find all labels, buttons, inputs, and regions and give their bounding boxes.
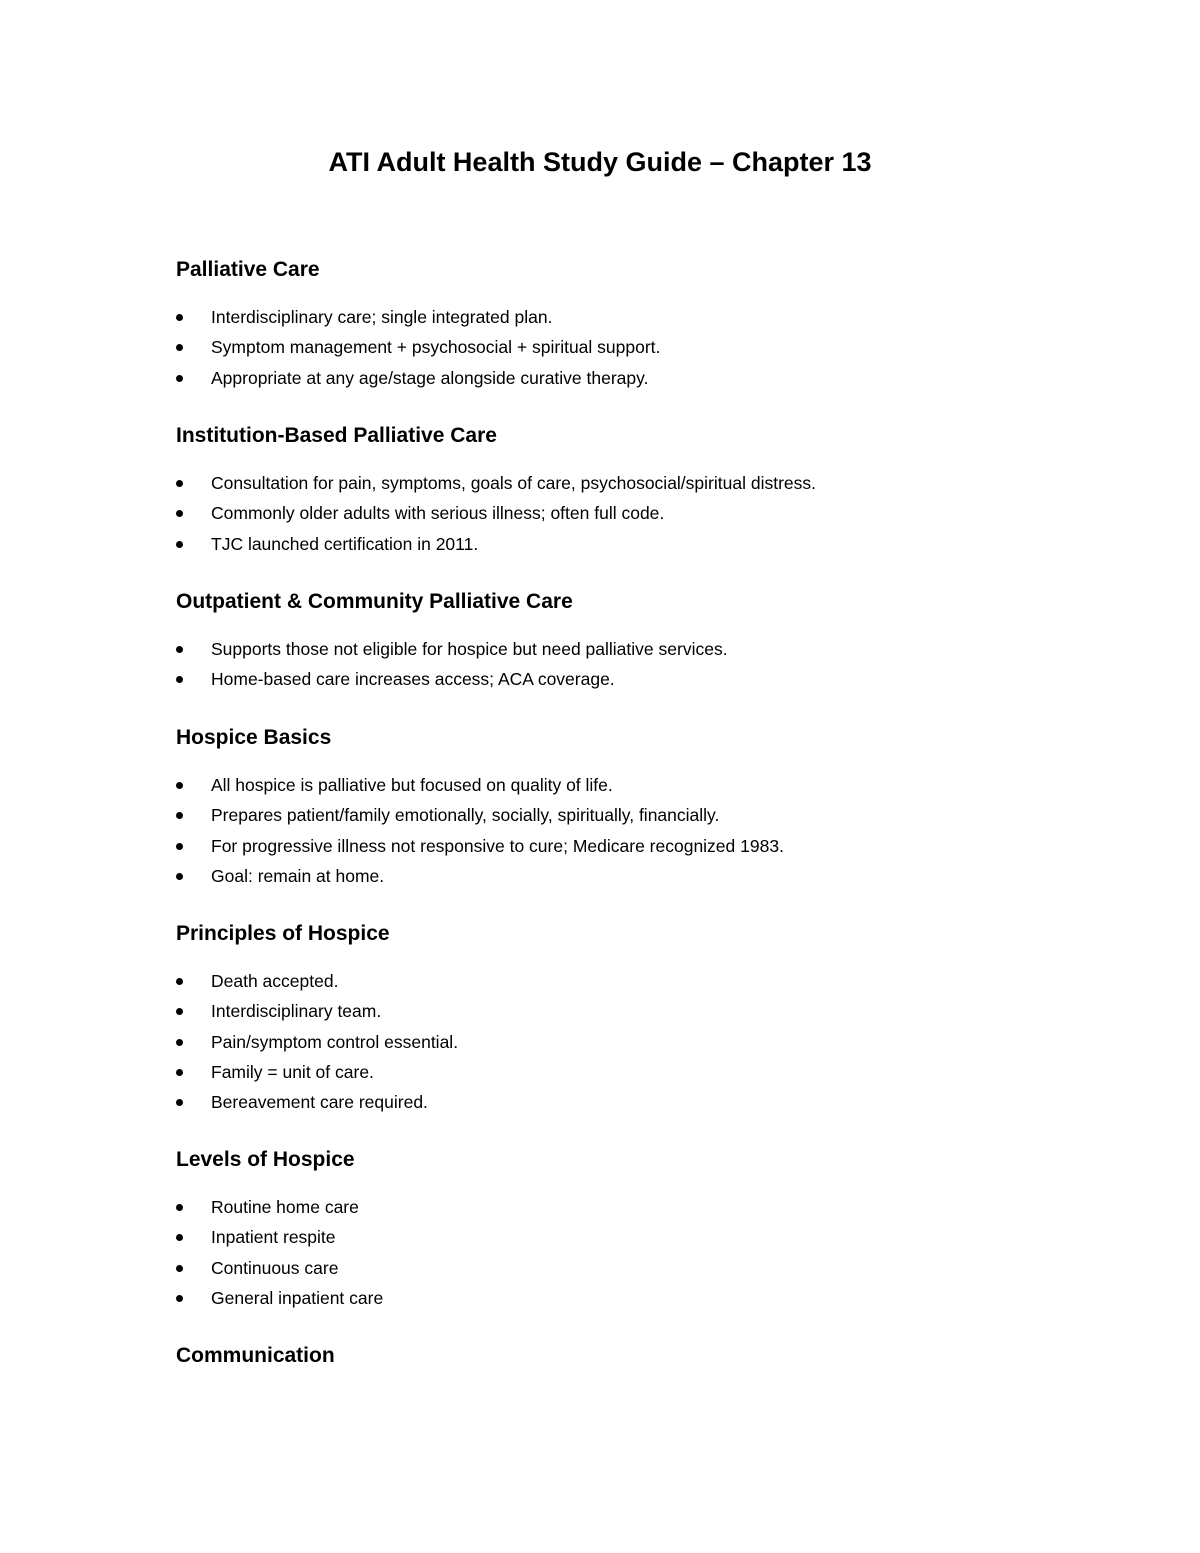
bullet-icon <box>176 873 183 880</box>
bullet-list <box>176 770 1076 891</box>
list-item-text: Supports those not eligible for hospice but need palliative services. <box>211 639 728 659</box>
bullet-icon <box>176 843 183 850</box>
bullet-icon <box>176 978 183 985</box>
bullet-icon <box>176 646 183 653</box>
list-item <box>176 1283 1076 1313</box>
bullet-icon <box>176 314 183 321</box>
section-levels-of-hospice <box>176 1145 1076 1313</box>
list-item <box>176 1087 1076 1117</box>
list-item-text: Appropriate at any age/stage alongside curative therapy. <box>211 367 649 388</box>
list-item-text: Goal: remain at home. <box>211 865 385 886</box>
section-heading: Communication <box>176 1344 335 1367</box>
bullet-icon <box>176 782 183 789</box>
bullet-list <box>176 634 1076 695</box>
bullet-icon <box>176 676 183 683</box>
list-item <box>176 831 1076 861</box>
list-item <box>176 529 1076 559</box>
bullet-icon <box>176 1295 183 1302</box>
bullet-icon <box>176 1008 183 1015</box>
bullet-icon <box>176 510 183 517</box>
list-item-text: Routine home care <box>211 1197 359 1217</box>
list-item <box>176 1192 1076 1222</box>
bullet-list <box>176 302 1076 393</box>
bullet-icon <box>176 1069 183 1076</box>
list-item <box>176 1253 1076 1283</box>
list-item-text: Death accepted. <box>211 971 339 991</box>
section-communication <box>176 1341 1076 1388</box>
bullet-icon <box>176 1265 183 1272</box>
section-palliative-care <box>176 255 1076 393</box>
list-item-text: Interdisciplinary care; single integrated plan. <box>211 307 553 327</box>
list-item-text: For progressive illness not responsive to cure; Medicare recognized 1983. <box>211 835 784 856</box>
list-item-text: Home-based care increases access; ACA coverage. <box>211 669 615 690</box>
section-heading: Hospice Basics <box>176 726 332 749</box>
list-item-text: Prepares patient/family emotionally, socially, spiritually, financially. <box>211 805 720 826</box>
list-item-text: TJC launched certification in 2011. <box>211 533 479 554</box>
bullet-icon <box>176 1234 183 1241</box>
list-item-text: Symptom management + psychosocial + spiritual support. <box>211 337 661 358</box>
list-item <box>176 1222 1076 1252</box>
bullet-icon <box>176 480 183 487</box>
list-item <box>176 302 1076 332</box>
list-item <box>176 966 1076 996</box>
section-heading: Institution-Based Palliative Care <box>176 424 497 447</box>
list-item-text: All hospice is palliative but focused on quality of life. <box>211 775 613 795</box>
section-heading: Levels of Hospice <box>176 1148 355 1171</box>
list-item-text: Consultation for pain, symptoms, goals of care, psychosocial/spiritual distress. <box>211 473 816 493</box>
list-item-text: Interdisciplinary team. <box>211 1001 382 1022</box>
list-item <box>176 800 1076 830</box>
list-item-text: Bereavement care required. <box>211 1092 428 1113</box>
bullet-list <box>176 966 1076 1117</box>
section-outpatient-community-palliative-care <box>176 587 1076 695</box>
section-hospice-basics <box>176 723 1076 891</box>
list-item-text: Family = unit of care. <box>211 1061 374 1082</box>
list-item <box>176 634 1076 664</box>
bullet-list <box>176 468 1076 559</box>
list-item <box>176 363 1076 393</box>
list-item <box>176 664 1076 694</box>
section-institution-based-palliative-care <box>176 421 1076 559</box>
list-item <box>176 996 1076 1026</box>
bullet-icon <box>176 1099 183 1106</box>
list-item-text: General inpatient care <box>211 1287 384 1308</box>
document-title: ATI Adult Health Study Guide – Chapter 13 <box>328 147 872 177</box>
list-item <box>176 332 1076 362</box>
bullet-icon <box>176 375 183 382</box>
list-item-text: Pain/symptom control essential. <box>211 1031 459 1052</box>
list-item <box>176 498 1076 528</box>
bullet-icon <box>176 541 183 548</box>
list-item-text: Inpatient respite <box>211 1227 336 1248</box>
bullet-icon <box>176 812 183 819</box>
section-principles-of-hospice <box>176 919 1076 1117</box>
list-item <box>176 468 1076 498</box>
list-item <box>176 1057 1076 1087</box>
list-item-text: Continuous care <box>211 1257 339 1278</box>
list-item-text: Commonly older adults with serious illness; often full code. <box>211 503 665 524</box>
list-item <box>176 1027 1076 1057</box>
bullet-icon <box>176 1039 183 1046</box>
list-item <box>176 770 1076 800</box>
bullet-icon <box>176 1204 183 1211</box>
bullet-icon <box>176 344 183 351</box>
list-item <box>176 861 1076 891</box>
bullet-list <box>176 1192 1076 1313</box>
section-heading: Palliative Care <box>176 258 320 281</box>
section-heading: Principles of Hospice <box>176 922 390 945</box>
section-heading: Outpatient & Community Palliative Care <box>176 590 573 613</box>
